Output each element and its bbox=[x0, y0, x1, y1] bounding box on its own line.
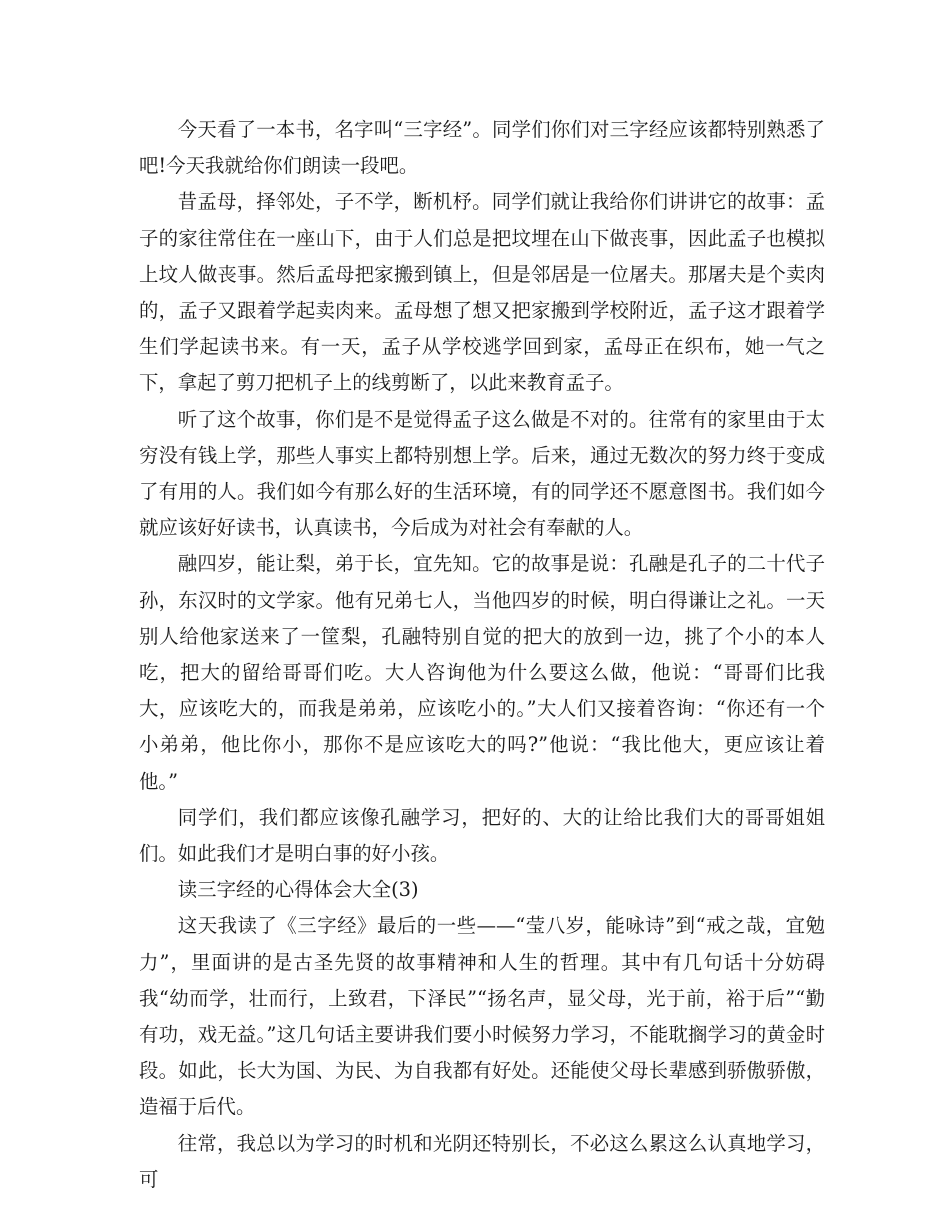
paragraph-conclusion: 同学们，我们都应该像孔融学习，把好的、大的让给比我们大的哥哥姐姐们。如此我们才是明白事的好小孩。 bbox=[139, 805, 825, 866]
paragraph-mencius-story: 昔孟母，择邻处，子不学，断机杼。同学们就让我给你们讲讲它的故事：孟子的家往常住在一座山下，由于人们总是把坟埋在山下做丧事，因此孟子也模拟上坟人做丧事。然后孟母把家搬到镇上，但是邻居是一位屠夫。那屠夫是个卖肉的，孟子又跟着学起卖肉来。孟母想了想又把家搬到学校附近，孟子这才跟着学生们学起读书来。有一天，孟子从学校逃学回到家，孟母正在织布，她一气之下，拿起了剪刀把机子上的线剪断了，以此来教育孟子。 bbox=[139, 190, 825, 395]
paragraph-section3-reading: 这天我读了《三字经》最后的一些——“莹八岁，能咏诗”到“戒之哉，宜勉力”，里面讲的是古圣先贤的故事精神和人生的哲理。其中有几句话十分妨碍我“幼而学，壮而行，上致君，下泽民”“扬名声，显父母，光于前，裕于后”“勤有功，戏无益。”这几句话主要讲我们要小时候努力学习，不能耽搁学习的黄金时段。如此，长大为国、为民、为自我都有好处。还能使父母长辈感到骄傲骄傲，造福于后代。 bbox=[139, 914, 825, 1119]
paragraph-section3-continued: 往常，我总以为学习的时机和光阴还特别长，不必这么累这么认真地学习，可 bbox=[139, 1131, 825, 1191]
paragraph-reflection: 听了这个故事，你们是不是觉得孟子这么做是不对的。往常有的家里由于太穷没有钱上学，那些人事实上都特别想上学。后来，通过无数次的努力终于变成了有用的人。我们如今有那么好的生活环境，有的同学还不愿意图书。我们如今就应该好好读书，认真读书，今后成为对社会有奉献的人。 bbox=[139, 407, 825, 540]
section-heading: 读三字经的心得体会大全(3) bbox=[177, 878, 419, 902]
paragraph-kongrong-story: 融四岁，能让梨，弟于长，宜先知。它的故事是说：孔融是孔子的二十代子孙，东汉时的文学家。他有兄弟七人，当他四岁的时候，明白得谦让之礼。一天别人给他家送来了一筐梨，孔融特别自觉的把大的放到一边，挑了个小的本人吃，把大的留给哥哥们吃。大人咨询他为什么要这么做，他说：“哥哥们比我大，应该吃大的，而我是弟弟，应该吃小的。”大人们又接着咨询：“你还有一个小弟弟，他比你小，那你不是应该吃大的吗?”他说：“我比他大，更应该让着他。” bbox=[139, 552, 825, 793]
paragraph-intro: 今天看了一本书，名字叫“三字经”。同学们你们对三字经应该都特别熟悉了吧!今天我就给你们朗读一段吧。 bbox=[139, 118, 825, 178]
document-page bbox=[139, 112, 825, 1198]
